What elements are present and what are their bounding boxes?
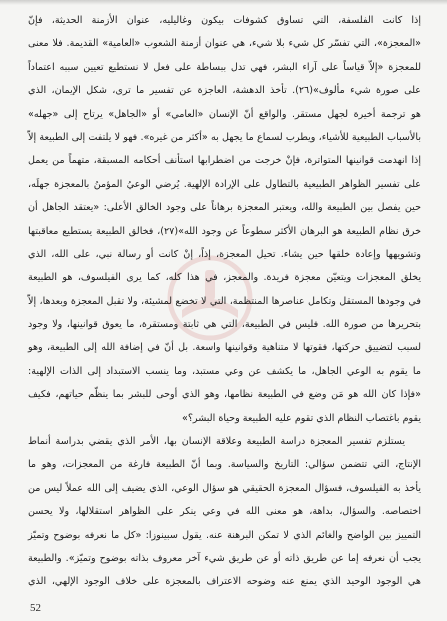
text-line: ما يقوم به الوعي الجاهل، ما يكشف عن وعي مستبد، وما ينسب الاستبداد إلى الذات الإلهية: [28,365,421,377]
text-line: بالأسباب الطبيعية للأشياء، ويطرب لسماع ما يجهل به «أكثر من غيره». فهو لا يلتفت إلى الطبيعة إلاّ [28,131,421,143]
text-line: إذا كانت الفلسفة، التي تساوق كشوفات بيكون وغاليليه، عنوان الأزمنة الحديثة، فإنّ [28,15,421,26]
text-line: اختصاصه. والسؤال، بداهة، هو معنى الله في وعي ينكر على الظواهر استقلالها، ولا يحسن [28,506,421,518]
text-line: حين يفصل بين الطبيعة والله، ويعتبر المعجزة برهاناً على وجود الخالق الأعلى: «يعتقد الجاهل أن [28,202,421,214]
text-line: إذا انهدمت قوانينها المتواترة، فإنْ خرجت من اضطرابها استأنف أحكامه المسبقة، متهماً من يعمل [28,155,421,167]
body-text [28,9,421,594]
text-line: يجب أن نعرفه إما عن طريق ذاته أو عن طريق شيء آخر معروف بذاته بوضوح وتميّز». والطبيعة [28,552,421,564]
text-line: يقوم باغتصاب النظام الذي تقوم عليه الطبيعة وحياة البشر؟» [181,412,421,424]
text-line: وتشويهها وإعادة خلقها حين يشاء. تحيل المعجزة، إذاً، إنْ كانت أو رسالة نبي، على الله، الذي [28,248,421,260]
text-line: هي الوجود الوحيد الذي يمنع عنه وضوحه الاعتراف بالمعجزة على خلاف الوجود الإلهي، الذي [28,576,421,588]
text-line: لسبب لتضييق حركتها، فقوتها لا متناهية وقوانينها واسعة. بل أنّ في إضافة الله إلى الطبيعة، وهو [28,342,421,354]
scan-edge-shadow [0,0,447,5]
text-line: على صورة شيء مألوف»(٢٦). تأخذ الدهشة، العاجزة عن تفسير ما ترى، شكل الإيمان، الذي [28,85,421,97]
paragraph [28,430,421,594]
text-line: يستلزم تفسير المعجزة دراسة الطبيعة وعلاقة الإنسان بها، الأمر الذي يقضي بدراسة أنماط [28,436,405,448]
text-line: التمييز بين الواضح والغائم الذي لا تمكن البرهنة عنه. يقول سبينوزا: «كل ما نعرفه بوضوح وتميّز [28,529,421,541]
text-line: «فإذا كان الله هو مَن وضع في الطبيعة نظامها، وهو الذي أوحى للبشر بما ينظّم حياتهم، فكيف [28,389,421,401]
text-line: في وجودها المستقل وتكامل عناصرها المنتظمة، التي لا تخضع لمشيئة، ولا تقبل المعجزة وبعدها، إلاّ [28,295,421,307]
text-line: على تفسير الظواهر الطبيعية بالتطاول على الإرادة الإلهية. يُرضي الوعيُ المؤمنُ بالمعجزة جهلَه، [28,178,421,190]
page-number: 52 [30,602,41,614]
text-line: هو ترجمة أخيرة لجهل مستقر. والواقع أنّ الإنسان «العامي» أو «الجاهل» يرتاح إلى «جهله» [28,108,421,120]
text-line: الإنتاج، التي تتضمن سؤالي: التاريخ والسياسة. وبما أنّ الطبيعة فارغة من المعجزات، وهو ما [28,459,421,471]
text-line: يخلق المعجزات ويتعيّن معجزة فريدة. والمعجز، في هذا كله، كما يرى الفيلسوف، هو الطبيعة [28,272,421,284]
text-line: للمعجزة «إلاّ قياساً على آراء البشر، فهي تدل ببساطة على فعل لا نستطيع تعيين سببه اعتماداً [28,61,421,73]
text-line: يأخذ به الفيلسوف، فسؤال المعجزة الحقيقي هو سؤال الوعي، الذي يضيف إلى الله عملاً ليس من [28,482,421,494]
text-line: خرق نظام الطبيعة هو البرهان الأكثر سطوعاً عن وجود الله»(٢٧)، فخالق الطبيعة يستطيع معاقبتها [28,225,421,237]
paragraph [28,9,421,430]
text-line: بتحريرها من صورة الله. فليس في الطبيعة، التي هي ثابتة ومستقرة، ما يعوق قوانينها، ولا وجود [28,319,421,331]
text-line: «المعجزة»، التي تفسّر كل شيء بلا شيء، هي عنوان أزمنة الشعوب «العامية» القديمة. فلا معنى [28,38,421,50]
